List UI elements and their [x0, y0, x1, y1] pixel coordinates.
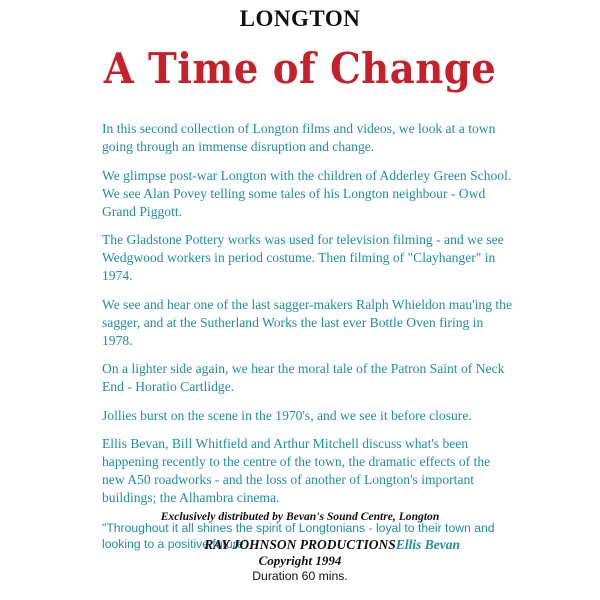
duration-line: Duration 60 mins.: [252, 569, 348, 583]
quote-author: Ellis Bevan: [395, 537, 460, 552]
copyright-line: Copyright 1994: [258, 553, 342, 568]
paragraph-post-war: We glimpse post-war Longton with the children of Adderley Green School. We see Alan Povey telling some tales of his Longton neighbour - Owd Grand Piggott.: [102, 167, 512, 219]
producer-name: RAY JOHNSON PRODUCTIONS: [204, 537, 396, 552]
description-body: [102, 120, 512, 554]
paragraph-gladstone-pottery: The Gladstone Pottery works was used for television filming - and we see Wedgwood workers in period costume. Then filming of "Clayhanger" in 1974.: [102, 232, 504, 283]
quote-text: "Throughout it all shines the spirit of Longtonians - loyal to their town and looking to a positive future": [102, 521, 495, 551]
paragraph-sagger-makers: We see and hear one of the last sagger-makers Ralph Whieldon mau'ing the sagger, and at the Sutherland Works the last ever Bottle Oven firing in 1978.: [102, 296, 513, 348]
paragraph-intro: In this second collection of Longton films and videos, we look at a town going through an immense disruption and change.: [102, 121, 496, 154]
distribution-note: Exclusively distributed by Bevan's Sound Centre, Longton: [160, 510, 440, 523]
paragraph-patron-saint: On a lighter side again, we hear the moral tale of the Patron Saint of Neck End - Horatio Cartlidge.: [102, 361, 505, 394]
production-credits: [0, 537, 600, 584]
location-heading: LONGTON: [239, 6, 361, 31]
page-title: A Time of Change: [103, 44, 497, 93]
paragraph-town-centre: Ellis Bevan, Bill Whitfield and Arthur Mitchell discuss what's been happening recently to the centre of the town, the dramatic effects of the new A50 roadworks - and the loss of another of Longton's important buildings; the Alhambra cinema.: [102, 436, 491, 505]
paragraph-jollies: Jollies burst on the scene in the 1970's, and we see it before closure.: [102, 407, 472, 423]
